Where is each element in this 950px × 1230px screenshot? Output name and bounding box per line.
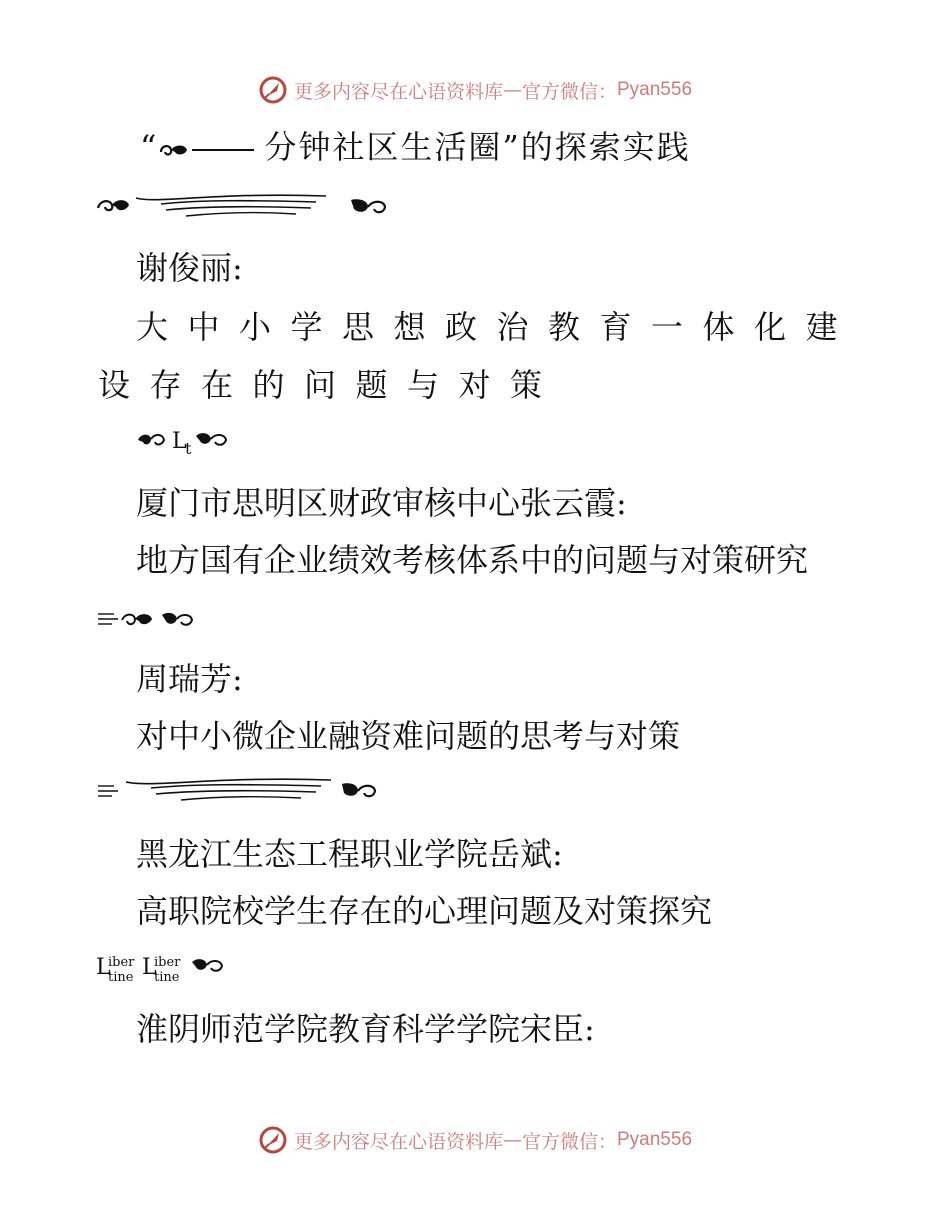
- svg-text:L: L: [96, 955, 111, 980]
- entry-2-author: 厦门市思明区财政审核中心张云霞:: [136, 484, 627, 522]
- title-open-quote: “: [140, 128, 159, 166]
- svg-text:tine: tine: [108, 970, 134, 985]
- lig-liber-tine-icon: [96, 948, 236, 986]
- svg-text:tine: tine: [154, 970, 180, 985]
- banner-account: Pyan556: [617, 79, 693, 100]
- banner-official: 官方微信：: [521, 1130, 617, 1153]
- footer-banner: [0, 1120, 950, 1160]
- banner-dash: —: [502, 1129, 522, 1151]
- flourish-left-icon: [158, 140, 190, 160]
- svg-text:L: L: [142, 955, 157, 980]
- entry-4-author: 黑龙江生态工程职业学院岳斌:: [136, 835, 563, 873]
- svg-text:iber: iber: [154, 955, 181, 970]
- banner-account: Pyan556: [617, 1129, 693, 1150]
- entry-4-topic: 高职院校学生存在的心理问题及对策探究: [136, 892, 713, 930]
- banner-dash: —: [502, 79, 522, 101]
- page-title: [140, 122, 691, 168]
- swash-pair-icon: [96, 604, 206, 632]
- entry-5-author: 淮阴师范学院教育科学学院宋臣:: [136, 1010, 595, 1048]
- quill-logo-icon: [258, 1125, 288, 1155]
- entry-3-author: 周瑞芳:: [136, 660, 243, 698]
- ornament-divider-3: [96, 604, 206, 632]
- svg-text:L: L: [172, 429, 187, 454]
- banner-official: 官方微信：: [521, 80, 617, 103]
- entry-1-topic-line1: 大中小学思想政治教育一体化建: [136, 308, 858, 346]
- entry-2-topic: 地方国有企业绩效考核体系中的问题与对策研究: [136, 541, 809, 579]
- quill-logo-icon: [258, 75, 288, 105]
- banner-text: 更多内容尽在心语资料库: [293, 1130, 503, 1153]
- svg-text:t: t: [185, 439, 192, 456]
- entry-1-topic-line2: 设存在的问题与对策: [98, 366, 562, 404]
- lig-lt-ornament-icon: [136, 424, 236, 456]
- swash-divider-icon: [96, 774, 386, 808]
- entry-1-author: 谢俊丽:: [136, 249, 243, 287]
- title-dash: [192, 149, 254, 151]
- banner-text: 更多内容尽在心语资料库: [293, 80, 503, 103]
- ornament-divider-5: [96, 948, 236, 986]
- swash-divider-icon: [96, 190, 396, 224]
- header-banner: [0, 70, 950, 110]
- entry-3-topic: 对中小微企业融资难问题的思考与对策: [136, 717, 681, 755]
- svg-text:iber: iber: [108, 955, 135, 970]
- ornament-divider-4: [96, 774, 386, 808]
- ornament-divider-2: [136, 424, 236, 456]
- title-text: 分钟社区生活圈”的探索实践: [264, 128, 691, 166]
- ornament-divider-1: [96, 190, 396, 224]
